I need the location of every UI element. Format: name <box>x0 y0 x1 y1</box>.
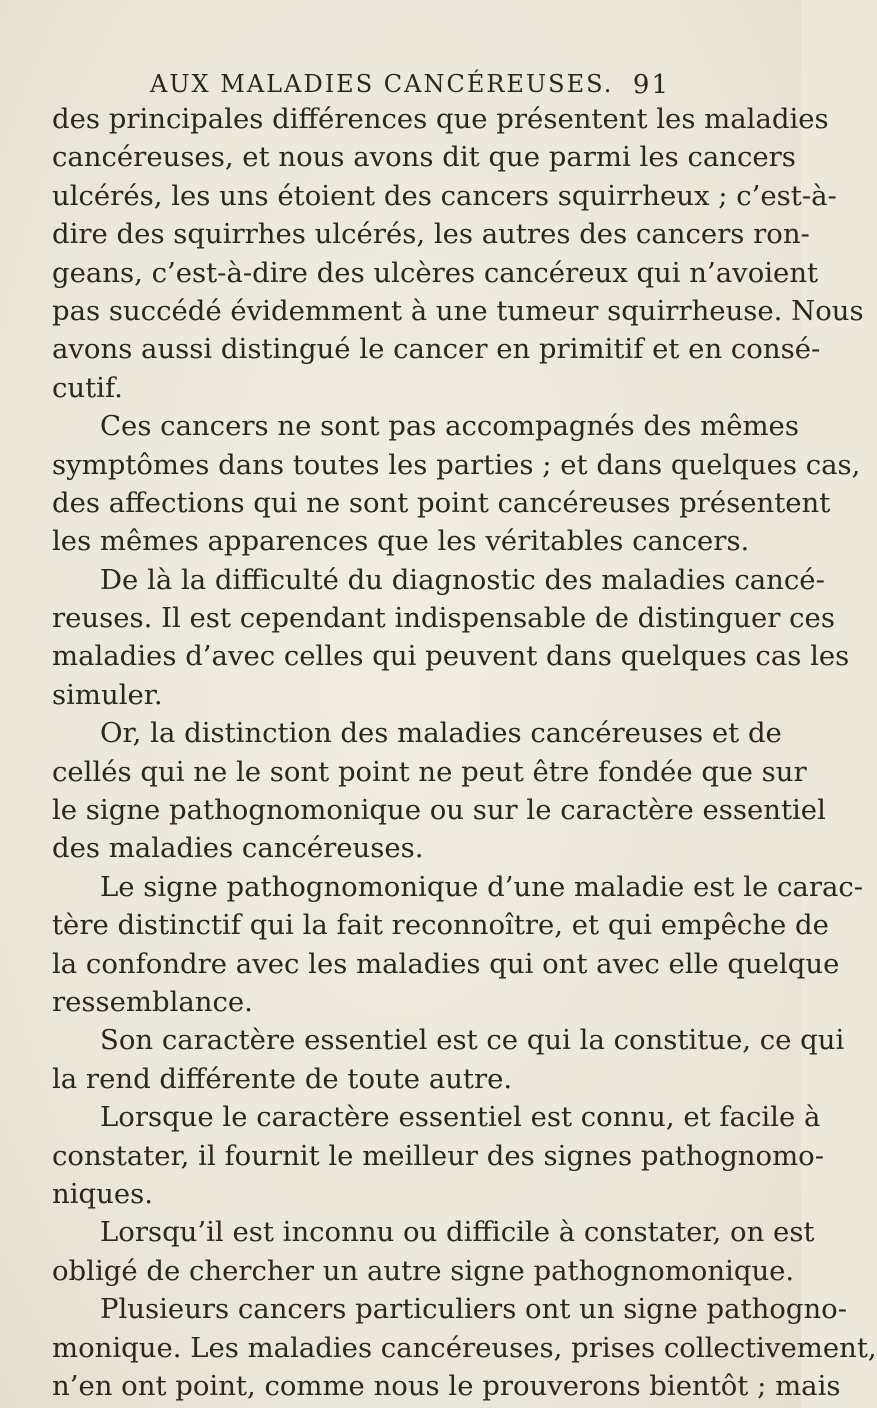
text-line: Le signe pathognomonique d’une maladie est le carac- <box>100 870 864 903</box>
text-line: Plusieurs cancers particuliers ont un signe pathogno- <box>100 1293 847 1326</box>
text-line: ulcérés, les uns étoient des cancers squirrheux ; c’est-à- <box>52 179 837 212</box>
text-line: cellés qui ne le sont point ne peut être fondée que sur <box>52 755 807 788</box>
text-line: avons aussi distingué le cancer en primitif et en consé- <box>52 333 821 366</box>
text-line: des maladies cancéreuses. <box>52 832 424 865</box>
text-line: geans, c’est-à-dire des ulcères cancéreux qui n’avoient <box>52 256 819 289</box>
text-line: la confondre avec les maladies qui ont avec elle quelque <box>52 947 840 980</box>
text-line: symptômes dans toutes les parties ; et dans quelques cas, <box>52 448 861 481</box>
text-line: dire des squirrhes ulcérés, les autres des cancers ron- <box>52 218 810 251</box>
text-line: les mêmes apparences que les véritables cancers. <box>52 525 750 558</box>
body-text <box>52 100 877 1405</box>
text-line: reuses. Il est cependant indispensable de distinguer ces <box>52 602 835 635</box>
text-line: cancéreuses, et nous avons dit que parmi les cancers <box>52 141 796 174</box>
text-line: obligé de chercher un autre signe pathognomonique. <box>52 1254 795 1287</box>
text-line: simuler. <box>52 678 163 711</box>
text-line: pas succédé évidemment à une tumeur squirrheuse. Nous <box>52 294 864 327</box>
text-line: Lorsque le caractère essentiel est connu, et facile à <box>100 1101 821 1134</box>
text-line: le signe pathognomonique ou sur le caractère essentiel <box>52 794 826 827</box>
text-line: cutif. <box>52 371 123 404</box>
text-line: Lorsqu’il est inconnu ou difficile à constater, on est <box>100 1216 815 1249</box>
text-line: ressemblance. <box>52 985 253 1018</box>
text-line: Son caractère essentiel est ce qui la constitue, ce qui <box>100 1024 845 1057</box>
text-line: Ces cancers ne sont pas accompagnés des mêmes <box>100 410 799 443</box>
text-line: n’en ont point, comme nous le prouverons bientôt ; mais <box>52 1369 841 1402</box>
page-number: 91 <box>632 70 670 100</box>
text-line: monique. Les maladies cancéreuses, prises collectivement, <box>52 1331 877 1364</box>
text-line: tère distinctif qui la fait reconnoître, et qui empêche de <box>52 909 829 942</box>
text-line: niques. <box>52 1177 153 1210</box>
text-line: maladies d’avec celles qui peuvent dans quelques cas les <box>52 640 850 673</box>
running-title: AUX MALADIES CANCÉREUSES. <box>150 70 614 98</box>
text-line: des principales différences que présentent les maladies <box>52 103 829 135</box>
text-line: des affections qui ne sont point cancéreuses présentent <box>52 486 831 519</box>
text-line: Or, la distinction des maladies cancéreuses et de <box>100 717 782 750</box>
text-line: la rend différente de toute autre. <box>52 1062 513 1095</box>
text-line: De là la difficulté du diagnostic des maladies cancé- <box>100 563 825 596</box>
text-line: constater, il fournit le meilleur des signes pathognomo- <box>52 1139 825 1172</box>
